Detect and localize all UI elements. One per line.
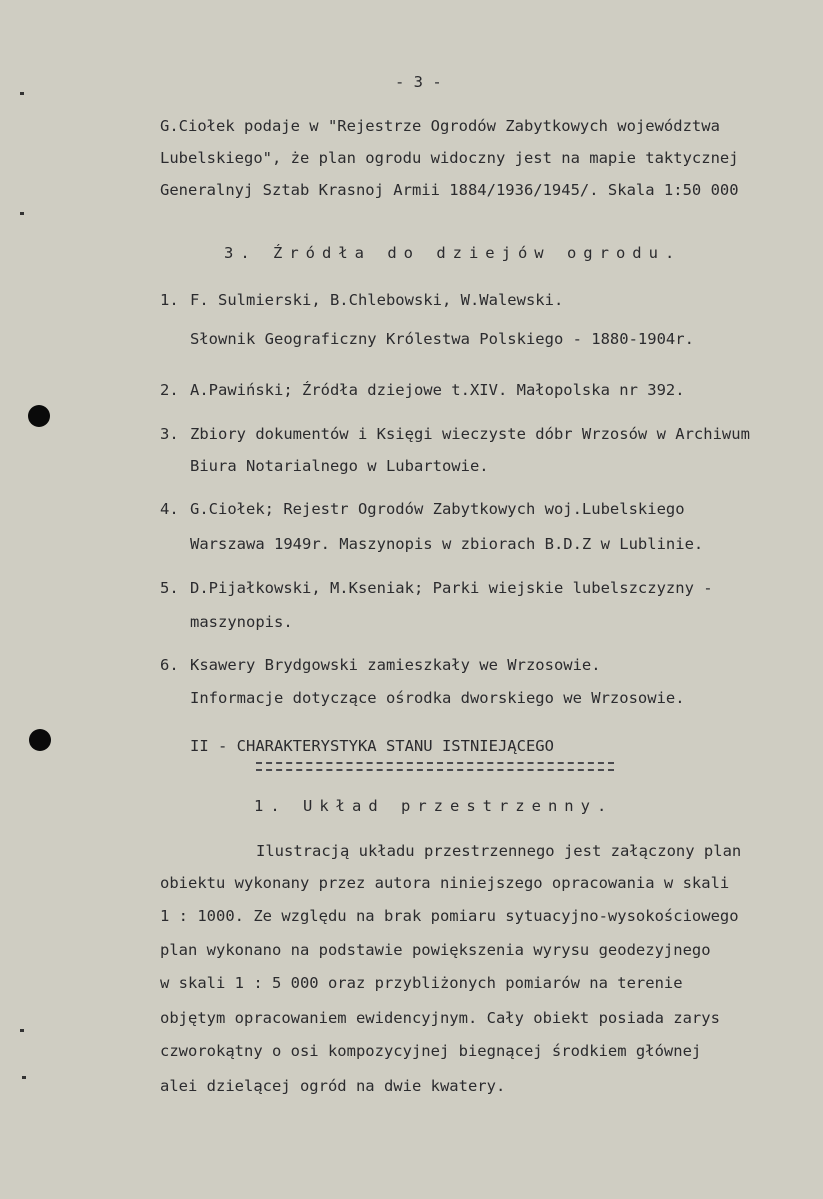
body-line: 1 : 1000. Ze względu na brak pomiaru sytuacyjno-wysokościowego [160,907,739,925]
intro-line: Lubelskiego", że plan ogrodu widoczny jest na mapie taktycznej [160,149,739,167]
body-line: w skali 1 : 5 000 oraz przybliżonych pomiarów na terenie [160,974,683,992]
source-text: Informacje dotyczące ośrodka dworskiego we Wrzosowie. [190,689,685,707]
body-line: plan wykonano na podstawie powiększenia wyrysu geodezyjnego [160,941,711,959]
margin-mark [22,1076,26,1079]
body-line: obiektu wykonany przez autora niniejszego opracowania w skali [160,874,730,892]
source-text: F. Sulmierski, B.Chlebowski, W.Walewski. [190,291,564,309]
section-title: 3. Źródła do dziejów ogrodu. [224,244,682,262]
source-text: Ksawery Brydgowski zamieszkały we Wrzosowie. [190,656,601,674]
source-number: 5. [160,579,179,597]
source-number: 6. [160,656,179,674]
source-text: G.Ciołek; Rejestr Ogrodów Zabytkowych woj.Lubelskiego [190,500,685,518]
margin-mark [20,1029,24,1032]
body-line: alei dzielącej ogród na dwie kwatery. [160,1077,506,1095]
margin-mark [20,212,24,215]
source-number: 3. [160,425,179,443]
source-number: 2. [160,381,179,399]
intro-line: Generalnyj Sztab Krasnoj Armii 1884/1936/1945/. Skala 1:50 000 [160,181,739,199]
source-number: 1. [160,291,179,309]
page-number: - 3 - [395,73,442,91]
body-line: czworokątny o osi kompozycyjnej biegnącej środkiem głównej [160,1042,702,1060]
intro-line: G.Ciołek podaje w "Rejestrze Ogrodów Zabytkowych województwa [160,117,720,135]
source-text: maszynopis. [190,613,293,631]
source-text: Warszawa 1949r. Maszynopis w zbiorach B.D.Z w Lublinie. [190,535,704,553]
source-text: Słownik Geograficzny Królestwa Polskiego - 1880-1904r. [190,330,694,348]
subsection-title: 1. Układ przestrzenny. [254,797,614,815]
source-text: Zbiory dokumentów i Księgi wieczyste dóbr Wrzosów w Archiwum [190,425,750,443]
source-number: 4. [160,500,179,518]
chapter-heading: II - CHARAKTERYSTYKA STANU ISTNIEJĄCEGO [190,737,554,755]
punch-hole-bottom [29,729,51,751]
source-text: A.Pawiński; Źródła dziejowe t.XIV. Małopolska nr 392. [190,381,685,399]
body-line: objętym opracowaniem ewidencyjnym. Cały obiekt posiada zarys [160,1009,720,1027]
source-text: D.Pijałkowski, M.Kseniak; Parki wiejskie lubelszczyzny - [190,579,713,597]
margin-mark [20,92,24,95]
heading-double-underline [256,762,614,771]
body-line: Ilustracją układu przestrzennego jest załączony plan [256,842,742,860]
punch-hole-top [28,405,50,427]
source-text: Biura Notarialnego w Lubartowie. [190,457,489,475]
